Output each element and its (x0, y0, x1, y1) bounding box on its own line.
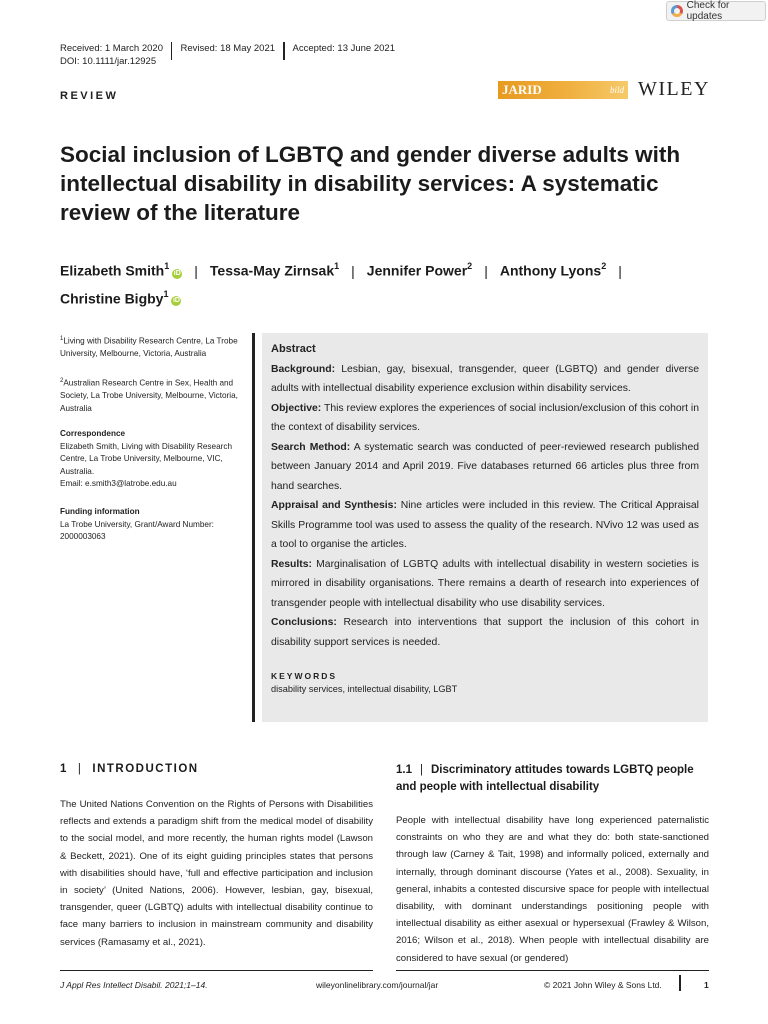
check-for-updates-label: Check for updates (686, 0, 730, 22)
abstract-label: Search Method: (271, 441, 351, 453)
author-affiliation-mark: 1 (164, 261, 170, 271)
author-name[interactable]: Jennifer Power (366, 262, 468, 279)
abstract-background (271, 360, 699, 399)
abstract-conclusions (271, 613, 699, 652)
funding-block (60, 506, 245, 544)
orcid-icon[interactable]: iD (173, 269, 181, 277)
author-separator: | (351, 262, 355, 279)
footer-journal-citation: J Appl Res Intellect Disabil. 2021;1–14. (60, 980, 208, 990)
orcid-icon[interactable]: iD (172, 297, 180, 305)
abstract-label: Conclusions: (271, 617, 337, 628)
footer-rule (60, 970, 373, 971)
abstract-text: A systematic search was conducted of peer-reviewed research published between January 2014 and April 2019. Five databases returned 66 articles plus three from hand searches. (271, 441, 699, 492)
section-heading (60, 763, 199, 775)
abstract-text: This review explores the experiences of social inclusion/exclusion of this cohort in the context of disability services. (271, 402, 699, 433)
affiliation-number: 1 (60, 336, 64, 342)
abstract-appraisal (271, 496, 699, 555)
subsection-title: Discriminatory attitudes towards LGBTQ people and people with intellectual disability (396, 764, 694, 793)
correspondence-text: Elizabeth Smith, Living with Disability Research Centre, La Trobe University, Melbourne, VIC, Australia. (60, 441, 233, 476)
correspondence-email[interactable]: Email: e.smith3@latrobe.edu.au (60, 479, 177, 488)
footer-journal-url[interactable]: wileyonlinelibrary.com/journal/jar (316, 980, 439, 990)
affiliation-text: Australian Research Centre in Sex, Health and Society, La Trobe University, Melbourne, Victoria, Australia (60, 378, 238, 413)
abstract-search-method (271, 438, 699, 497)
author-separator: | (618, 262, 622, 279)
abstract-results (271, 555, 699, 614)
abstract-text: Marginalisation of LGBTQ adults with intellectual disability in western societies is mirrored in disability organisations. There remains a dearth of research into experiences of transgender people with intellectual disability who use disability services. (271, 558, 699, 609)
check-for-updates-button[interactable] (666, 1, 766, 21)
author-affiliation-mark: 1 (334, 261, 340, 271)
section-title: INTRODUCTION (92, 763, 199, 775)
keywords-text: disability services, intellectual disability, LGBT (271, 684, 458, 694)
revised-date: Revised: 18 May 2021 (180, 42, 276, 54)
affiliation-number: 2 (60, 378, 64, 384)
bild-logo-text: bild (609, 85, 624, 95)
abstract-text: Research into interventions that support the inclusion of this cohort in disability support services is needed. (271, 617, 699, 648)
author-name[interactable]: Elizabeth Smith (60, 262, 165, 279)
subsection-number: 1.1 (396, 764, 412, 776)
affiliation-2 (60, 375, 245, 415)
author-list (60, 255, 720, 310)
abstract-text: Nine articles were included in this review. The Critical Appraisal Skills Programme tool was used to assess the quality of the research. NVivo 12 was used as a tool to organise the articles. (271, 500, 699, 550)
abstract-label: Results: (271, 558, 312, 570)
article-title: Social inclusion of LGBTQ and gender diverse adults with intellectual disability in disability services: A systematic review of the literature (60, 142, 681, 225)
crossmark-icon (671, 5, 683, 17)
abstract-objective (271, 399, 699, 438)
date-divider (283, 42, 285, 60)
funding-text: La Trobe University, Grant/Award Number: 2000003063 (60, 519, 214, 541)
correspondence-heading: Correspondence (60, 429, 126, 438)
publisher-logo: WILEY (638, 78, 710, 100)
subsection-heading (396, 762, 716, 796)
author-affiliation-mark: 2 (467, 261, 473, 271)
abstract-label: Objective: (271, 402, 322, 414)
doi-link[interactable]: DOI: 10.1111/jar.12925 (60, 56, 157, 67)
article-dates (60, 39, 395, 57)
heading-separator: | (420, 764, 423, 776)
author-affiliation-mark: 1 (163, 288, 169, 299)
date-divider (171, 42, 173, 60)
footer-rule (396, 970, 709, 971)
abstract-text: Lesbian, gay, bisexual, transgender, queer (LGBTQ) and gender diverse adults with intellectual disability experience exclusion within disability services. (271, 363, 699, 394)
abstract-label: Background: (271, 363, 336, 375)
journal-logo (498, 81, 628, 99)
affiliation-1 (60, 333, 245, 361)
subsection-paragraph: People with intellectual disability have long experienced paternalistic constraints on who they are and what they do: both state-sanctioned through law (Carney & Tait, 1998) and informally policed, externally and internally, through dominant discourse (Yates et al., 2008). Sexuality, in general, inhabits a contested discursive space for people with intellectual disability, with dominant understandings positioning people with intellectual disability as either asexual or hypersexual (Frawley & Wilson, 2016; Wilson et al., 2018). When people with intellectual disability are considered to have sexual (or gendered) (396, 815, 709, 964)
author-affiliation-mark: 2 (601, 261, 607, 271)
heading-separator: | (77, 763, 83, 775)
footer-divider (679, 975, 681, 991)
journal-logo-text: JARID (502, 82, 542, 97)
page-number: 1 (704, 980, 709, 990)
funding-heading: Funding information (60, 507, 140, 516)
introduction-paragraph: The United Nations Convention on the Rights of Persons with Disabilities reflects and extends a paradigm shift from the medical model of disability to the social model, and more recently, the human rights model (Lawson & Beckett, 2021). One of its eight guiding principles states that persons with disabilities should have, ‘full and effective participation and inclusion in society’ (United Nations, 2006). However, lesbian, gay, bisexual, transgender, queer (LGBTQ) adults with intellectual disability continue to face many barriers to inclusion in mainstream community and disability services (Ramasamy et al., 2021). (60, 799, 373, 948)
abstract-heading: Abstract (271, 343, 316, 355)
keywords-heading: KEYWORDS (271, 671, 338, 681)
footer-copyright: © 2021 John Wiley & Sons Ltd. (544, 980, 662, 990)
author-name[interactable]: Tessa-May Zirnsak (209, 262, 335, 279)
author-name[interactable]: Anthony Lyons (499, 262, 602, 279)
received-date: Received: 1 March 2020 (60, 42, 163, 54)
abstract-box (262, 333, 708, 722)
section-number: 1 (60, 763, 68, 775)
author-separator: | (194, 262, 198, 279)
author-separator: | (484, 262, 488, 279)
abstract-side-rule (252, 333, 255, 722)
accepted-date: Accepted: 13 June 2021 (292, 42, 395, 54)
abstract-label: Appraisal and Synthesis: (271, 500, 397, 511)
author-name[interactable]: Christine Bigby (60, 290, 164, 307)
affiliation-text: Living with Disability Research Centre, La Trobe University, Melbourne, Victoria, Australia (60, 336, 238, 359)
correspondence-block (60, 428, 245, 491)
article-type-label: REVIEW (60, 90, 119, 102)
